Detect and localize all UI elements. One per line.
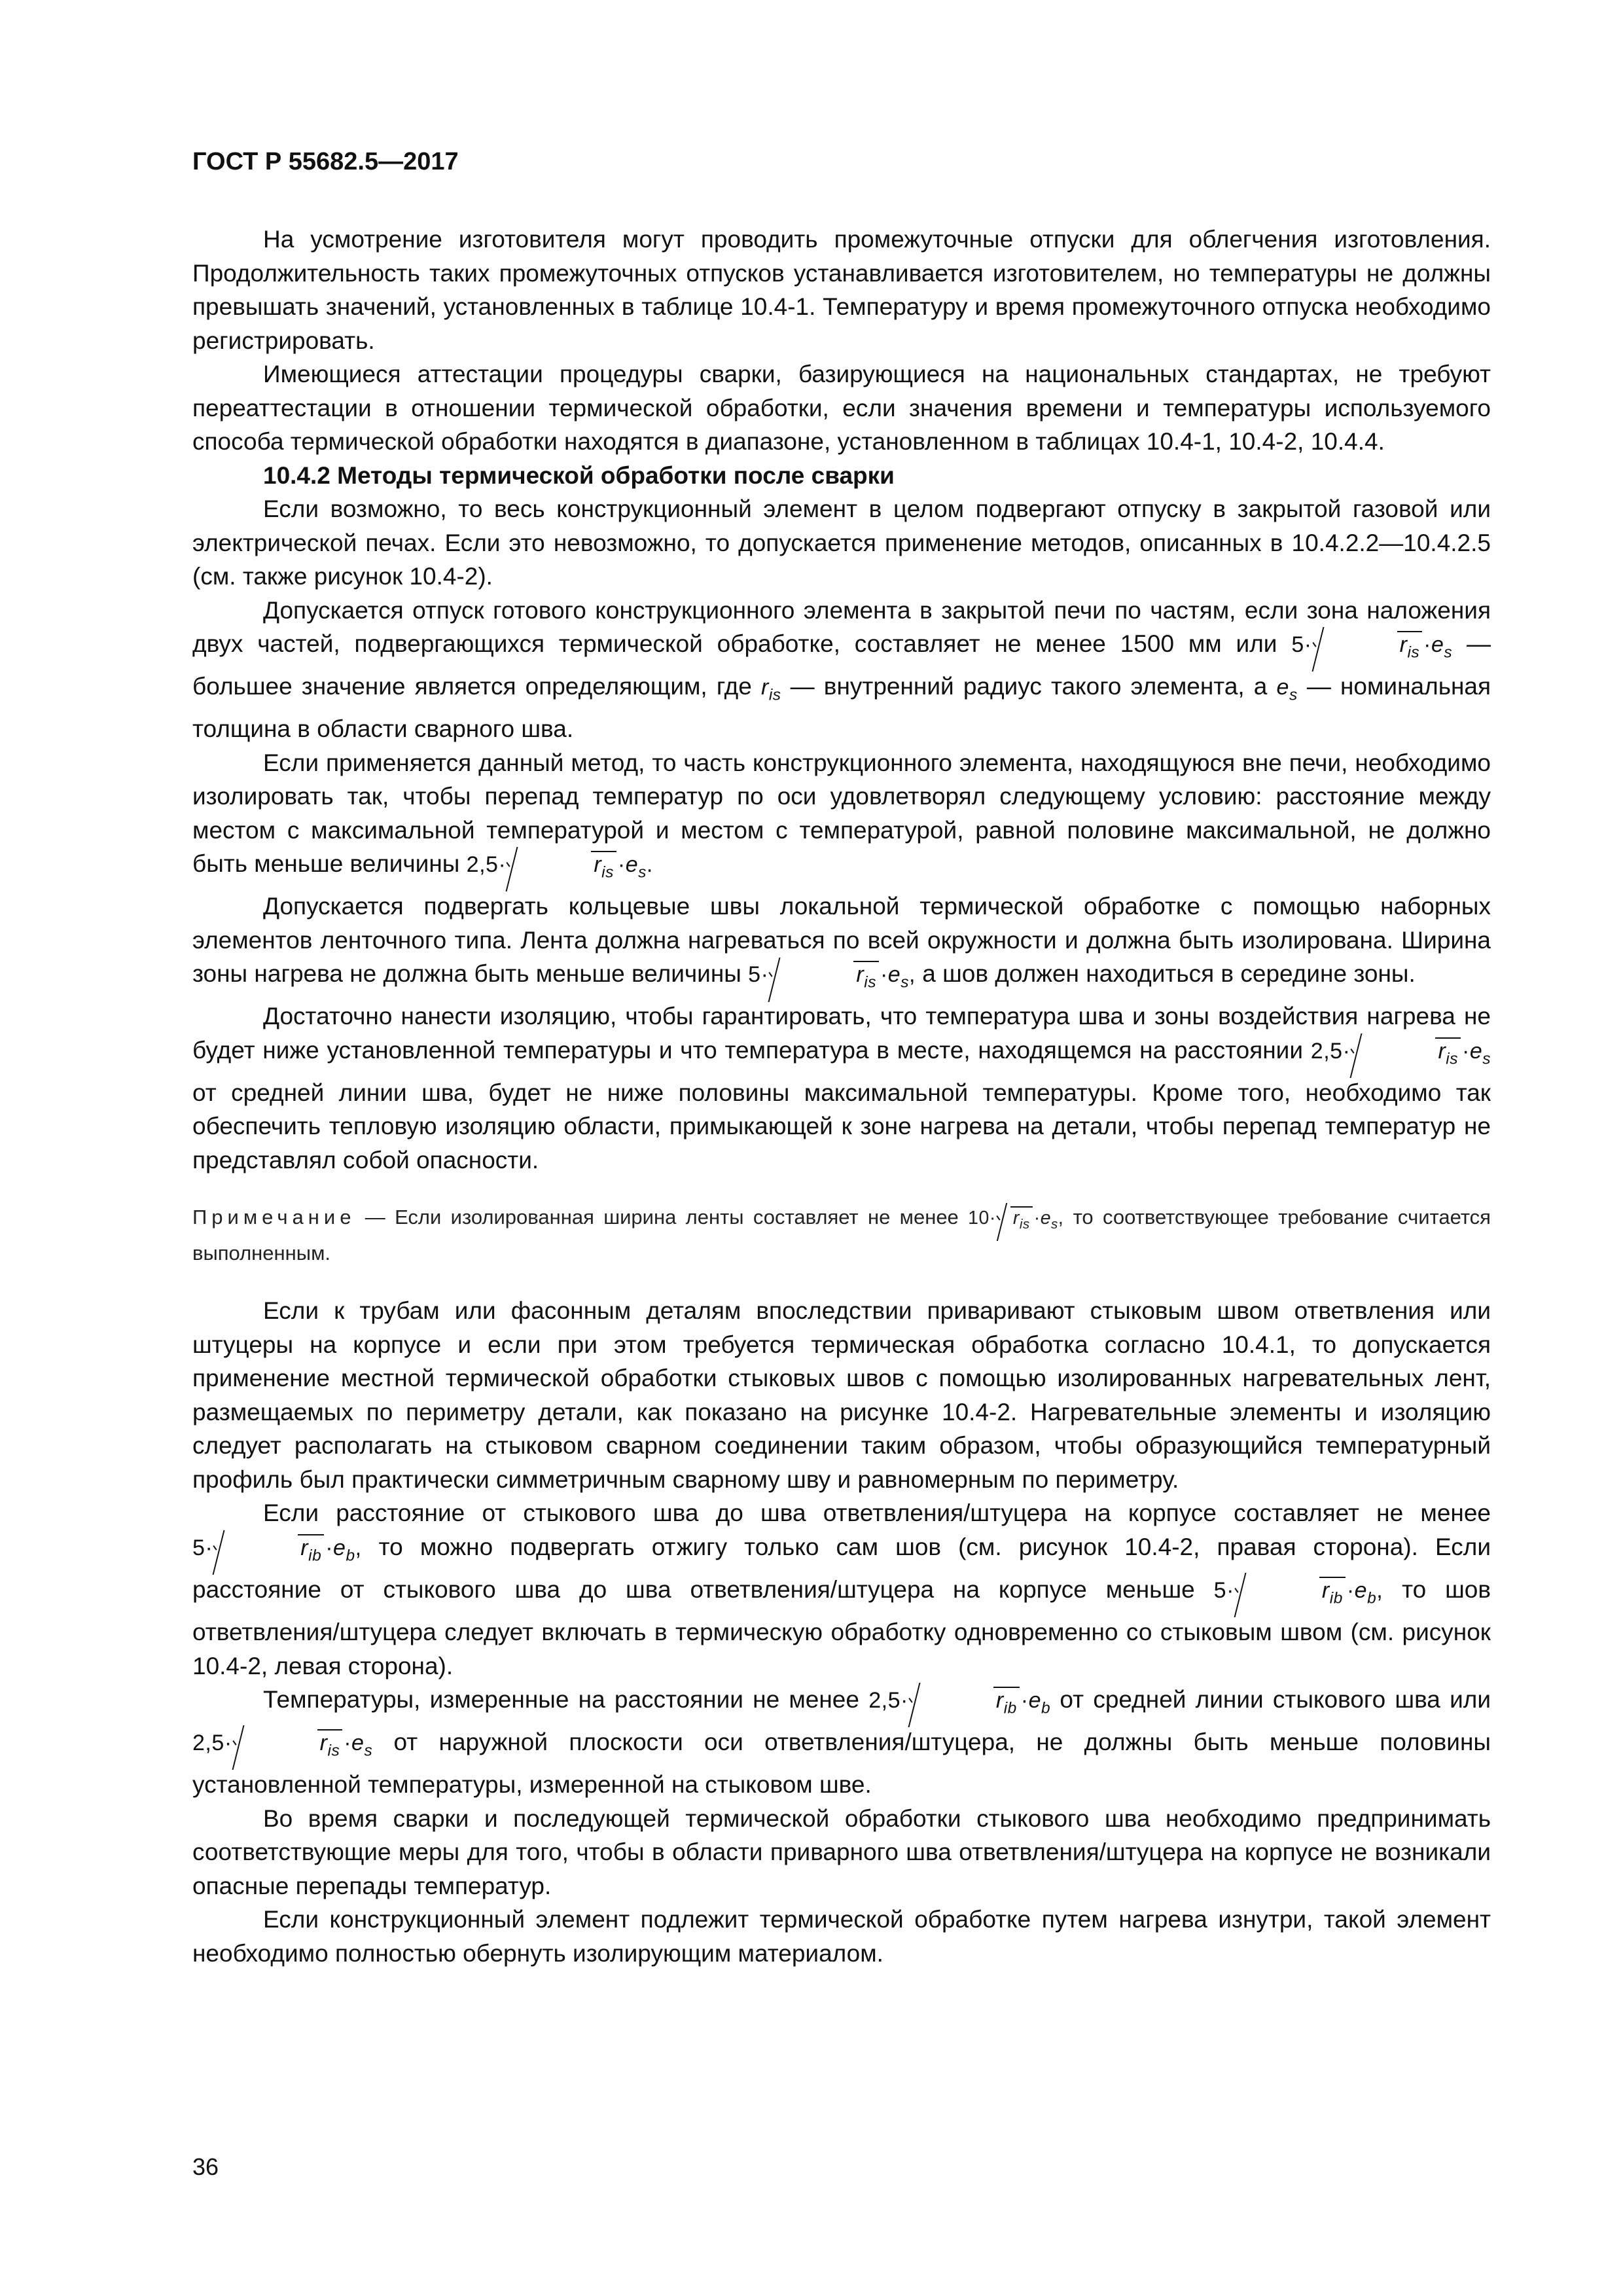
formula-5-sqrt-ris-es: $5\cdot r_{is} \cdot e_s$ — [1291, 632, 1452, 657]
note-block — [192, 1203, 1491, 1268]
paragraph-temperatures — [192, 1683, 1491, 1802]
text-segment: от средней линии шва, будет не ниже половины максимальной температуры. Кроме того, необходимо так обеспечить тепловую изоляцию области, примыкающей к зоне нагрева на детали, чтобы перепад температур не представлял собой опасности. — [192, 1079, 1491, 1174]
formula-5-sqrt-rib-eb: $5\cdot r_{ib} \cdot e_b$, — [1214, 1578, 1383, 1603]
text-segment: от средней линии стыкового шва или — [1060, 1686, 1491, 1713]
paragraph-welding-measures: Во время сварки и последующей термической обработки стыкового шва необходимо предпринимать соответствующие меры для того, чтобы в области приварного шва ответвления/штуцера на корпусе не возникали опасные перепады температур. — [192, 1804, 1491, 1899]
text-segment: Допускается подвергать кольцевые швы локальной термической обработке с помощью наборных элементов ленточного типа. Лента должна нагреваться по всей окружности и должна быть изолирована. Ширина зоны нагрева не должна быть меньше величины — [192, 893, 1491, 988]
text-segment: Достаточно нанести изоляцию, чтобы гарантировать, что температура шва и зоны воздействия нагрева не будет ниже установленной температуры и что температура в месте, находящемся на расстоянии — [192, 1003, 1491, 1064]
text-segment: — большее значение является определяющим, где — [192, 630, 1491, 700]
paragraph-internal-heating: Если конструкционный элемент подлежит термической обработке путем нагрева изнутри, такой элемент необходимо полностью обернуть изолирующим материалом. — [192, 1906, 1491, 1967]
text-segment: Если применяется данный метод, то часть конструкционного элемента, находящуюся вне печи, необходимо изолировать так, чтобы перепад температур по оси удовлетворял следующему условию: расстояние между местом с максимальной температурой и местом с температурой, равной половине максимальной, не должно быть меньше величины — [192, 749, 1491, 878]
paragraph-outside-furnace — [192, 746, 1491, 890]
paragraph-insulation — [192, 999, 1491, 1177]
formula-2-5-sqrt-ris-es: $2,5\cdot r_{is} \cdot e_s$ — [1311, 1039, 1491, 1064]
formula-5-sqrt-rib-eb: $5\cdot r_{ib} \cdot e_b$, — [192, 1535, 362, 1560]
text-segment: Температуры, измеренные на расстоянии не менее — [263, 1686, 859, 1713]
text-segment: Если расстояние от стыкового шва до шва ответвления/штуцера на корпусе составляет не менее — [263, 1499, 1491, 1527]
paragraph-furnace-tempering: Если возможно, то весь конструкционный элемент в целом подвергают отпуску в закрытой газовой или электрической печах. Если это невозможно, то допускается применение методов, описанных в 10.4.2.2—10.4.2.5 (см. также рисунок 10.4-2). — [192, 495, 1491, 590]
paragraph-intermediate-tempering: На усмотрение изготовителя могут проводить промежуточные отпуски для облегчения изготовления. Продолжительность таких промежуточных отпусков устанавливается изготовителем, но температуры не должны превышать значений, установленных в таблице 10.4-1. Температуру и время промежуточного отпуска необходимо регистрировать. — [192, 226, 1491, 354]
page-number: 36 — [192, 2153, 219, 2180]
text-segment: а шов должен находиться в середине зоны. — [922, 960, 1416, 988]
section-heading-10-4-2: 10.4.2 Методы термической обработки после сварки — [263, 461, 895, 489]
text-segment: то шов ответвления/штуцера следует включать в термическую обработку одновременно со стыковым швом (см. рисунок 10.4-2, левая сторона). — [192, 1576, 1491, 1679]
paragraph-existing-attestations: Имеющиеся аттестации процедуры сварки, базирующиеся на национальных стандартах, не требуют переаттестации в отношении термической обработки, если значения времени и температуры используемого способа термической обработки находятся в диапазоне, установленном в таблицах 10.4-1, 10.4-2, 10.4.4. — [192, 361, 1491, 455]
formula-10-sqrt-ris-es: $10\cdot r_{is} \cdot e_s$, — [968, 1208, 1063, 1229]
paragraph-ring-seams — [192, 889, 1491, 999]
formula-5-sqrt-ris-es: $5\cdot r_{is} \cdot e_s$, — [748, 962, 916, 987]
formula-2-5-sqrt-rib-eb: $2,5\cdot r_{ib} \cdot e_b$ — [868, 1688, 1050, 1713]
text-segment: — номинальная толщина в области сварного шва. — [192, 673, 1491, 743]
document-body — [192, 223, 1491, 1970]
text-segment: — Если изолированная ширина ленты составляет не менее — [365, 1206, 959, 1229]
paragraph-branch-welding: Если к трубам или фасонным деталям впоследствии приваривают стыковым швом ответвления или штуцеры на корпусе и если при этом требуется термическая обработка согласно 10.4.1, то допускается применение местной термической обработки стыковых швов с помощью изолированных нагревательных лент, размещаемых по периметру детали, как показано на рисунке 10.4-2. Нагревательные элементы и изоляцию следует располагать на стыковом сварном соединении таким образом, чтобы образующийся температурный профиль был практически симметричным сварному шву и равномерным по периметру. — [192, 1297, 1491, 1493]
symbol-es: $e_s$ — [1276, 675, 1298, 704]
text-segment: то можно подвергать отжигу только сам шов (см. рисунок 10.4-2, правая сторона). Если расстояние от стыкового шва до шва ответвления/штуцера на корпусе меньше — [192, 1533, 1491, 1604]
paragraph-partial-tempering — [192, 594, 1491, 746]
text-segment: от наружной плоскости оси ответвления/штуцера, не должны быть меньше половины установленной температуры, измеренной на стыковом шве. — [192, 1729, 1491, 1799]
formula-2-5-sqrt-ris-es: $2,5\cdot r_{is} \cdot e_s$ — [192, 1731, 372, 1755]
note-label: Примечание — [192, 1206, 356, 1229]
text-segment: Допускается отпуск готового конструкционного элемента в закрытой печи по частям, если зона наложения двух частей, подвергающихся термической обработке, составляет не менее 1500 мм или — [192, 596, 1491, 657]
symbol-ris: $r_{is}$ — [760, 675, 781, 704]
text-segment: то соответствующее требование считается выполненным. — [192, 1206, 1491, 1265]
paragraph-butt-weld-distance — [192, 1496, 1491, 1683]
document-header: ГОСТ Р 55682.5—2017 — [192, 148, 459, 175]
formula-2-5-sqrt-ris-es: $2,5\cdot r_{is} \cdot e_s$. — [467, 852, 653, 877]
text-segment: — внутренний радиус такого элемента, а — [790, 673, 1268, 700]
